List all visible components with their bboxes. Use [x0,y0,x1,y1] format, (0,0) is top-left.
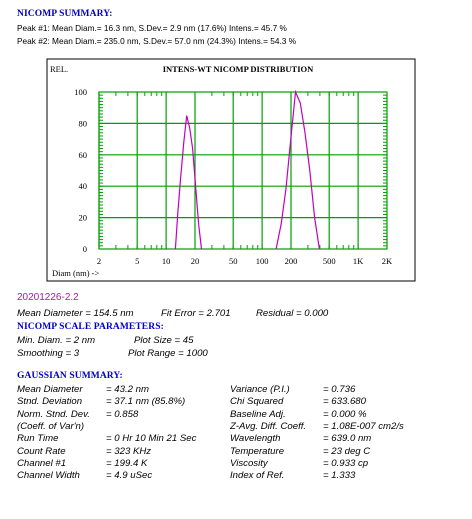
x-tick-label: 2K [381,256,393,266]
chart-tick-marks [99,92,387,249]
y-tick-label: 60 [78,149,87,160]
gaussian-right-label: Z-Avg. Diff. Coeff. [230,420,307,432]
gaussian-right-value: = 0.933 cp [323,457,369,469]
x-tick-label: 5 [135,256,140,266]
gaussian-right-value: = 1.333 [323,470,356,482]
peak-2-summary: Peak #2: Mean Diam.= 235.0 nm, S.Dev.= 57.0 nm (24.3%) Intens.= 54.3 % [17,36,297,46]
y-tick-label: 20 [78,212,87,223]
min-diam: Min. Diam. = 2 nm [17,335,96,346]
x-tick-label: 20 [190,256,200,266]
gaussian-left-label: Channel Width [17,470,80,482]
gaussian-left-label: Mean Diameter [17,384,83,395]
gaussian-right-label: Baseline Adj. [230,408,286,420]
x-axis-label: Diam (nm) -> [52,268,100,278]
x-tick-label: 200 [284,256,298,266]
scale-params-heading: NICOMP SCALE PARAMETERS: [17,322,164,332]
x-tick-label: 1K [352,256,364,266]
plot-range: Plot Range = 1000 [128,348,208,359]
plot-size: Plot Size = 45 [134,335,194,346]
gaussian-right-label: Viscosity [230,457,268,469]
gaussian-left-value: = 323 KHz [106,445,152,457]
gaussian-left-value: = 43.2 nm [106,384,149,395]
x-tick-label: 500 [322,256,336,266]
gaussian-left-label: Count Rate [17,445,66,457]
residual: Residual = 0.000 [256,308,329,319]
x-tick-label: 50 [228,256,238,266]
gaussian-right-value: = 633.680 [323,396,366,408]
chart-series [175,92,319,249]
x-tick-label: 2 [96,256,102,266]
gaussian-left-label: Stnd. Deviation [17,396,83,408]
nicomp-summary-heading: NICOMP SUMMARY: [17,9,113,19]
gaussian-left-value: = 199.4 K [106,457,148,469]
gaussian-right-value: = 0.000 % [323,408,367,420]
chart-title: INTENS-WT NICOMP DISTRIBUTION [162,64,314,74]
smoothing: Smoothing = 3 [17,348,80,359]
y-tick-label: 0 [82,244,87,254]
peak-1-summary: Peak #1: Mean Diam.= 16.3 nm, S.Dev.= 2.9 nm (17.6%) Intens.= 45.7 % [17,23,287,33]
y-tick-label: 100 [74,87,87,97]
x-tick-label: 100 [255,256,269,266]
gaussian-left-value: = 4.9 uSec [106,470,153,482]
series-peak-1 [175,116,201,249]
series-peak-2 [276,92,319,249]
x-tick-label: 10 [161,256,171,266]
gaussian-right-value: = 1.08E-007 cm2/s [323,420,404,432]
gaussian-right-value: = 0.736 [323,384,356,395]
gaussian-left-value: = 37.1 nm (85.8%) [106,396,186,408]
y-tick-label: 40 [78,181,87,192]
gaussian-left-value: = 0.858 [106,408,139,420]
gaussian-right-value: = 23 deg C [323,445,371,457]
gaussian-right-label: Index of Ref. [230,470,285,482]
gaussian-left-label: Channel #1 [17,457,67,469]
gaussian-right-label: Chi Squared [230,396,284,408]
y-tick-label: 80 [78,118,87,129]
gaussian-right-label: Variance (P.I.) [230,384,290,395]
gaussian-right-label: Temperature [230,445,285,457]
gaussian-summary-heading: GAUSSIAN SUMMARY: [17,371,123,381]
gaussian-left-label: Norm. Stnd. Dev. [17,408,90,420]
plot-border [99,92,387,249]
chart-grid [99,92,387,249]
gaussian-left-label: Run Time [17,433,59,445]
gaussian-right-label: Wavelength [230,433,281,445]
gaussian-left-value: = 0 Hr 10 Min 21 Sec [106,433,197,445]
fit-error: Fit Error = 2.701 [161,308,231,319]
mean-diameter-fit: Mean Diameter = 154.5 nm [17,308,134,319]
gaussian-right-value: = 639.0 nm [323,433,372,445]
sample-id: 20201226-2.2 [17,292,79,303]
gaussian-left-label: (Coeff. of Var'n) [17,420,85,432]
chart-corner-label: REL. [50,64,69,74]
